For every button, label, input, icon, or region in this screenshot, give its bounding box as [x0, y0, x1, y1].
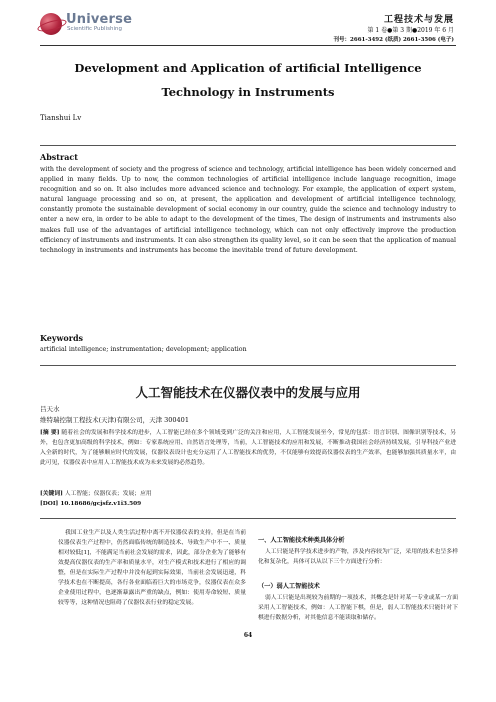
author-en: Tianshui Lv [40, 114, 82, 122]
divider [40, 145, 456, 146]
page-number: 64 [243, 632, 253, 639]
keywords-zh [40, 488, 152, 497]
abstract-zh-label: [摘 要] [40, 430, 60, 436]
subsection-heading: （一）弱人工智能技术 [258, 583, 320, 590]
journal-name: 工程技术与发展 [383, 15, 454, 25]
journal-issue: 第 1 卷●第 3 期●2019 年 6 月 [367, 27, 454, 34]
paper-title-en: Development and Application of artificial Intelligence Technology in Instruments [74, 61, 422, 99]
section-heading: 一、人工智能技术种类具体分析 [258, 537, 345, 544]
divider [40, 365, 456, 366]
author-zh: 吕天水 [40, 405, 60, 413]
publisher-logo [40, 12, 150, 36]
keywords-heading: Keywords [40, 333, 84, 343]
body-left-paragraph: 我国工业生产以及人类生活过程中离不开仪器仪表的支持，但是在当前仪器仪表生产过程中，仍然面临传统的制造技术、导致生产中不一、质量相对较低[1]，不能满足当前社会发展的需求，因此，部分企业为了能够有效提高仪器仪表的生产率和质量水平，对生产模式和技术进行了相应的调整，但是在实际生产过程中并没有起到实际效果，当前社会发展迅速，科学技术也在不断提高，各行各业面临着巨大的市场竞争，仪器仪表在众多企业使用过程中，也逐渐暴露出严重的缺点，例如：使用寿命较短、质量较等等，这种情况也阻碍了仪器仪表行业的稳定发展。 [58, 530, 246, 606]
subsection-paragraph: 弱人工只能是出现较为前期的一项技术，其概念是针对某一专业或某一方面采用人工智能技术，例如：人工智能下棋，但是，弱人工智能技术只能针对下棋进行数据分析，对其他信息不能读取和储存。 [258, 595, 458, 621]
affiliation-zh: 维特瑞控制工程技术(天津)有限公司，天津 300401 [40, 416, 189, 424]
doi-value: 10.18686/gcjsfz.v1i3.509 [60, 501, 142, 507]
abstract-heading: Abstract [40, 152, 78, 162]
logo-subtitle: Scientific Publishing [67, 26, 122, 32]
logo-name: Universe [66, 12, 133, 27]
header-divider [40, 45, 456, 46]
abstract-en: with the development of society and the progress of science and technology, artificial intelligence has been widely concerned and applied in many fields. Up to now, the common technologies of artificial intelligence include language recognition, image recognition and so on. It also includes more advanced science and technology. For example, the application of expert system, natural language processing and so on, at present, the application and development of artificial intelligence technology, constantly promote the sustainable development of social economy in our country, guide the science and technology industry to enter a new era, in order to be able to adapt to the development of the times, The design of instruments and instruments also makes full use of the advantages of artificial intelligence technology, which can not only effectively improve the production efficiency of instruments and instruments. It can also strengthen its quality level, so it can be seen that the application of manual technology in instruments and instruments has become the inevitable trend of future development. [40, 166, 456, 254]
section-paragraph: 人工只能是科学技术进步的产物，涉及内容较为广泛，采用的技术也呈多样化和复杂化，具体可以从以下三个方面进行分析： [258, 549, 458, 565]
abstract-zh-text: 随着社会的发展和科学技术的进步，人工智能已经在多个领域受到广泛的关注和应用，人工智能发展至今，常见的包括：语言识别、图像识别等技术，另外，也包含更加高级的科学技术，例如：专家系统应用、自然语言处理等，当前，人工智能技术的应用和发展，不断推动我国社会经济持续发展，引导科技产业进入全新的时代，为了能够顺应时代的发展，仪器仪表设计也充分运用了人工智能技术的优势，不仅能够有效提高仪器仪表的生产效率，也能够加强其质量水平，由此可见，仪器仪表中应用人工智能技术成为未来发展的必然趋势。 [40, 430, 456, 466]
divider [40, 518, 456, 519]
journal-issn: 刊号：2661-3492 (纸质) 2661-3506 (电子) [333, 37, 454, 43]
paper-title-zh: 人工智能技术在仪器仪表中的发展与应用 [135, 385, 361, 400]
keywords-zh-label: [关键词] [40, 491, 63, 497]
keywords-en: artificial intelligence; instrumentation; development; application [40, 346, 247, 353]
keywords-zh-text: 人工智能；仪器仪表；发展；应用 [64, 491, 152, 497]
abstract-zh [40, 428, 456, 468]
doi-label: [DOI] [40, 501, 59, 507]
doi [40, 501, 141, 507]
